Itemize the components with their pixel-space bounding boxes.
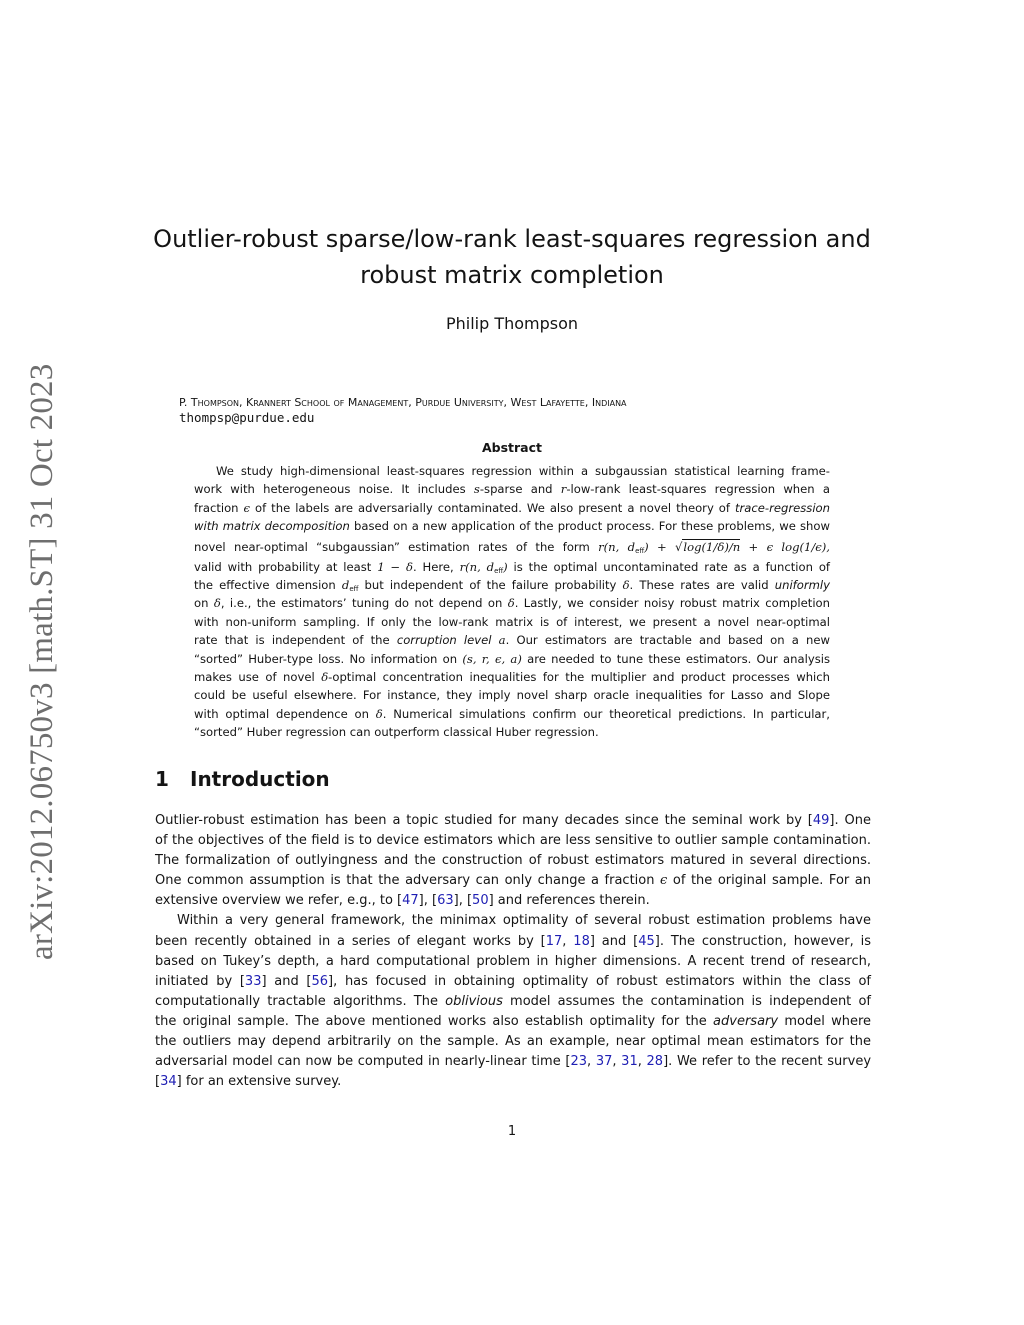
abstract-line: “sorted” Huber-type loss. No information on (s, r, ϵ, a) are needed to tune these estimators. Our analysis [194, 651, 830, 666]
arxiv-identifier-stamp: arXiv:2012.06750v3 [math.ST] 31 Oct 2023 [24, 363, 60, 960]
citation-link[interactable]: 49 [812, 813, 830, 828]
section-number: 1 [155, 767, 169, 791]
abstract-line: rate that is independent of the corruption level a. Our estimators are tractable and based on a new [194, 633, 831, 648]
body-line: the outliers may depend arbitrarily on the sample. As an example, near optimal mean estimators for the [155, 1034, 871, 1050]
abstract-line: the effective dimension $d_{eff}$ but independent of the failure probability δ. These rates are valid uniformly [194, 577, 830, 594]
citation-link[interactable]: 18 [573, 933, 590, 949]
abstract-line: with optimal dependence on δ. Numerical simulations confirm our theoretical predictions. In particular, [194, 706, 830, 721]
citation-link[interactable]: 50 [472, 893, 489, 909]
body-line: of the objectives of the field is to device estimators which are less sensitive to outlier sample contamination. [155, 833, 871, 849]
rate-formula: r(n, $d_{eff}) + √\log(1/\delta)/n + \epsilon$ log(1/ϵ), [598, 539, 830, 555]
abstract-line: makes use of novel δ-optimal concentration inequalities for the multiplier and product processes which [194, 669, 830, 684]
body-line: initiated by [33] and [56], has focused in obtaining optimality of robust estimators within the class of [155, 973, 871, 989]
title-line-2: robust matrix completion [360, 261, 664, 289]
section-heading-introduction [155, 767, 330, 791]
abstract-line: valid with probability at least 1 − δ. Here, r(n, $d_{eff}$) is the optimal uncontaminated rate as a function of [194, 559, 830, 575]
body-line: extensive overview we refer, e.g., to [47], [63], [50] and references therein. [155, 893, 650, 909]
author-affiliation: P. Thompson, Krannert School of Management, Purdue University, West Lafayette, Indiana [179, 396, 627, 409]
citation-link[interactable]: 34 [160, 1074, 177, 1090]
body-line: Within a very general framework, the minimax optimality of several robust estimation problems have [177, 913, 871, 929]
citation-link[interactable]: 47 [402, 893, 419, 909]
abstract-line: “sorted” Huber regression can outperform classical Huber regression. [194, 725, 599, 740]
citation-link[interactable]: 45 [638, 933, 655, 949]
abstract-line: could be useful elsewhere. For instance, they imply novel sharp oracle inequalities for Lasso and Slope [194, 688, 830, 703]
abstract-line: on δ, i.e., the estimators’ tuning do not depend on δ. Lastly, we consider noisy robust matrix completion [194, 596, 830, 611]
abstract-line: We study high-dimensional least-squares regression within a subgaussian statistical learning frame- [216, 464, 830, 478]
citation-link[interactable]: 37 [595, 1054, 613, 1070]
citation-link[interactable]: 63 [437, 893, 454, 909]
abstract-line: fraction ϵ of the labels are adversarially contaminated. We also present a novel theory of trace-regression [194, 500, 830, 515]
body-line: the original sample. The above mentioned works also establish optimality for the adversary model where [155, 1013, 871, 1029]
author-name: Philip Thompson [445, 314, 579, 333]
citation-link[interactable]: 17 [545, 933, 563, 949]
body-line: [34] for an extensive survey. [155, 1074, 342, 1090]
introduction-body [155, 811, 871, 1092]
author-email[interactable]: thompsp@purdue.edu [179, 410, 315, 425]
body-line: been recently obtained in a series of elegant works by [17, 18] and [45]. The construction, however, is [155, 933, 871, 949]
body-line: based on Tukey’s depth, a hard computational problem in higher dimensions. A recent trend of research, [155, 953, 871, 969]
citation-link[interactable]: 23 [570, 1054, 587, 1070]
abstract-heading: Abstract [481, 440, 543, 455]
citation-link[interactable]: 31 [621, 1054, 638, 1070]
abstract-line: novel near-optimal “subgaussian” estimation rates of the form r(n, $d_{eff}) + √\log(1/\delta)/n + \epsilon$ log(1/ϵ), [194, 539, 830, 555]
body-line: adversarial model can now be computed in nearly-linear time [23, 37, 31, 28]. We refer to the recent survey [155, 1054, 872, 1070]
page-number: 1 [507, 1124, 517, 1139]
abstract-line: with matrix decomposition based on a new application of the product process. For these problems, we show [194, 519, 830, 534]
section-title: Introduction [190, 767, 330, 791]
citation-link[interactable]: 56 [311, 973, 329, 989]
abstract-line: work with heterogeneous noise. It includes s-sparse and r-low-rank least-squares regression when a [194, 482, 830, 497]
citation-link[interactable]: 28 [646, 1054, 664, 1070]
title-line-1: Outlier-robust sparse/low-rank least-squares regression and [153, 225, 871, 253]
citation-link[interactable]: 33 [244, 973, 262, 989]
body-line: computationally tractable algorithms. The oblivious model assumes the contamination is independent of [155, 993, 871, 1009]
body-line: One common assumption is that the adversary can only change a fraction ϵ of the original sample. For an [155, 873, 871, 889]
abstract-body [194, 462, 830, 741]
body-line: The formalization of outlyingness and the construction of robust estimators matured in several directions. [155, 853, 871, 869]
abstract-line: with non-uniform sampling. If only the low-rank matrix is of interest, we present a novel near-optimal [194, 614, 830, 629]
body-line: Outlier-robust estimation has been a topic studied for many decades since the seminal work by [49]. One [155, 813, 871, 828]
paper-title [140, 221, 884, 293]
